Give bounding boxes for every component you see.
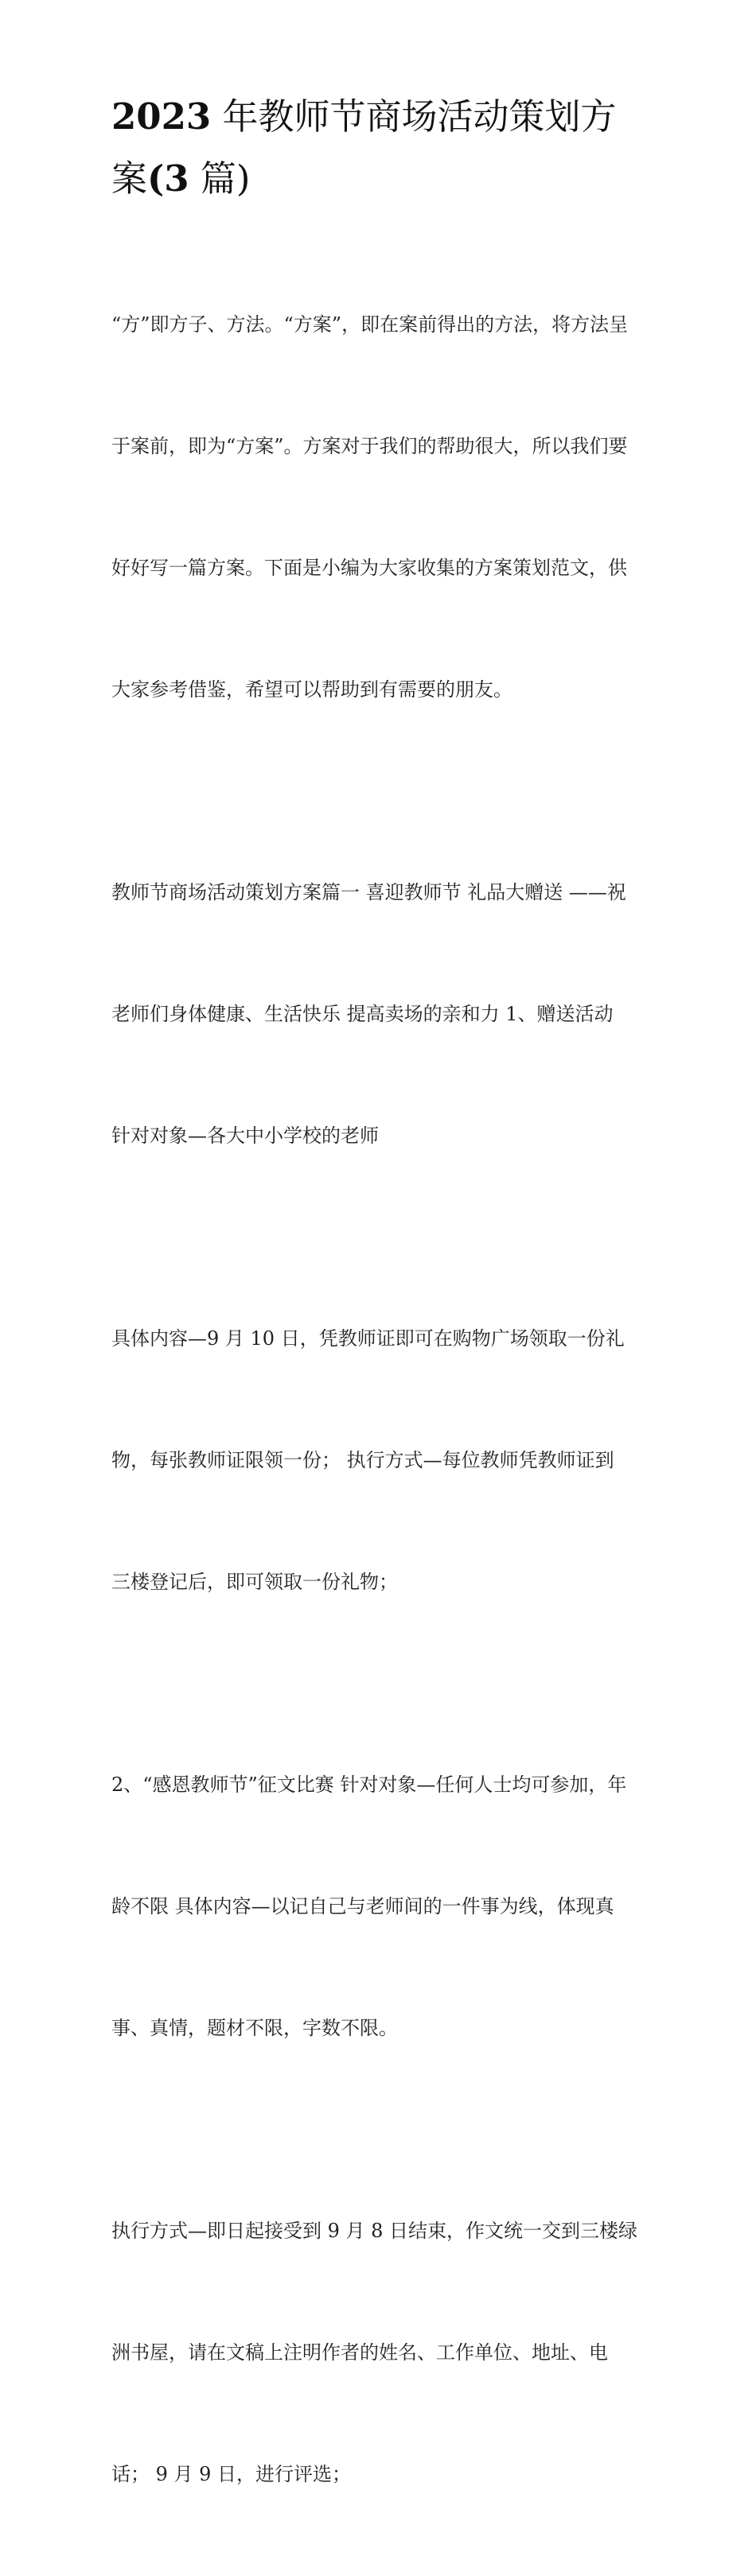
text-line: 好好写一篇方案。下面是小编为大家收集的方案策划范文，供 [111,557,627,579]
document-content [111,86,649,2576]
text-line: 三楼登记后，即可领取一份礼物； [111,1571,398,1593]
text-line: “方”即方子、方法。“方案”，即在案前得出的方法，将方法呈 [111,313,629,336]
title-text-1: 年教师节商场活动策划方 [211,95,617,138]
title-count: (3 [147,157,189,200]
paragraph-gift-details [111,1237,649,1684]
text-line: 教师节商场活动策划方案篇一 喜迎教师节 礼品大赠送 ——祝 [111,881,626,903]
title-text-2: 案 [111,157,148,200]
text-line: 于案前，即为“方案”。方案对于我们的帮助很大，所以我们要 [111,435,628,457]
text-line: 物，每张教师证限领一份； 执行方式—每位教师凭教师证到 [111,1449,614,1471]
title-text-3: 篇) [189,157,251,200]
text-line: 大家参考借鉴，希望可以帮助到有需要的朋友。 [111,678,512,701]
text-line: 洲书屋，请在文稿上注明作者的姓名、工作单位、地址、电 [111,2341,608,2364]
text-line: 话； 9 月 9 日，进行评选； [111,2463,352,2485]
text-line: 龄不限 具体内容—以记自己与老师间的一件事为线，体现真 [111,1895,614,1917]
text-line: 2、“感恩教师节”征文比赛 针对对象—任何人士均可参加，年 [111,1774,627,1796]
paragraph-essay-contest [111,1684,649,2130]
paragraph-plan-one [111,791,649,1237]
title-line-1 [111,86,649,148]
text-line: 具体内容—9 月 10 日，凭教师证即可在购物广场领取一份礼 [111,1327,625,1350]
text-line: 老师们身体健康、生活快乐 提高卖场的亲和力 1、赠送活动 [111,1003,614,1025]
title-year: 2023 [111,95,212,138]
text-line: 执行方式—即日起接受到 9 月 8 日结束，作文统一交到三楼绿 [111,2220,638,2242]
text-line: 针对对象—各大中小学校的老师 [111,1125,379,1147]
paragraph-intro [111,223,649,791]
title-line-2 [111,148,649,210]
document-title [111,86,649,210]
text-line: 事、真情，题材不限，字数不限。 [111,2017,398,2039]
document-body [111,223,649,2576]
paragraph-essay-execution [111,2130,649,2576]
